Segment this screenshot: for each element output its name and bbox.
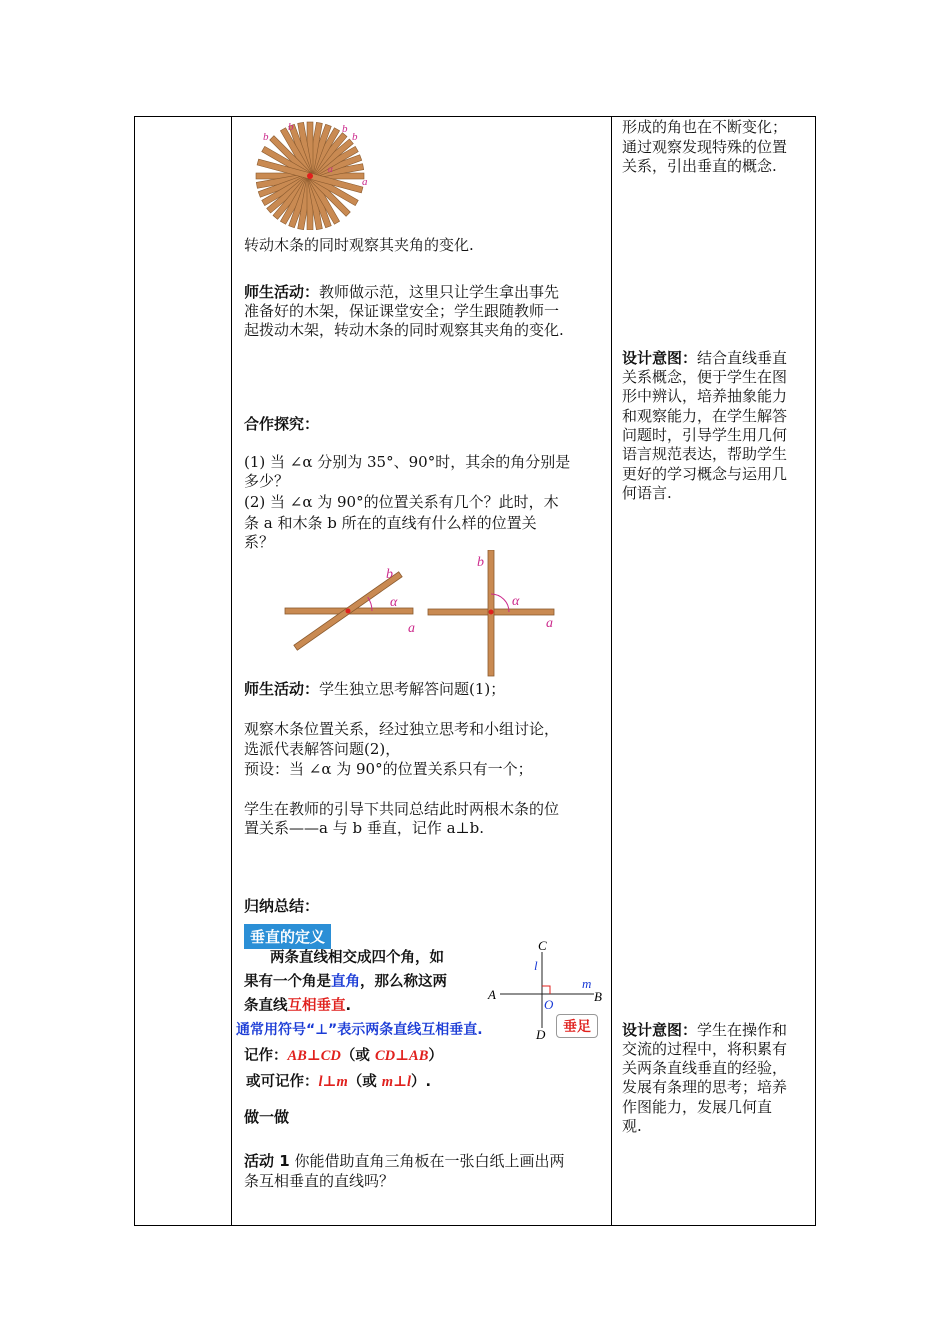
design2-line4: 发展有条理的思考；培养 [622, 1078, 788, 1096]
def-mutually-perpendicular: 互相垂直 [287, 998, 346, 1014]
design2-line6: 观. [622, 1117, 642, 1135]
design1-line7: 更好的学习概念与运用几 [622, 465, 788, 483]
alt-notation-l-m: l⊥m [318, 1074, 348, 1090]
label-alpha-perp: α [512, 594, 520, 609]
design1-line8: 何语言. [622, 484, 672, 502]
alt-notation-close: ）. [411, 1074, 432, 1090]
label-a-perp: a [546, 616, 553, 631]
definition-line2 [244, 972, 447, 992]
question2-line3: 系？ [244, 533, 275, 551]
caption-rotate: 转动木条的同时观察其夹角的变化. [244, 236, 474, 254]
definition-symbol: 通常用符号“⊥”表示两条直线互相垂直. [236, 1022, 483, 1038]
def-text-l3a: 条直线 [244, 998, 288, 1014]
fig-label-b2: b [288, 121, 294, 133]
alt-notation-or: （或 [347, 1074, 382, 1090]
design2-line5: 作图能力，发展几何直 [622, 1098, 773, 1116]
activity1-line2: 准备好的木架，保证课堂安全；学生跟随教师一 [244, 302, 560, 320]
activity1-line3: 起拨动木架，转动木条的同时观察其夹角的变化. [244, 321, 564, 339]
notation-close: ） [428, 1048, 443, 1064]
design1-line2: 关系概念，便于学生在图 [622, 368, 788, 386]
activity-one-line1 [244, 1152, 564, 1171]
label-A: A [488, 987, 496, 1002]
label-alpha-oblique: α [390, 595, 398, 610]
activity-one-line2: 条互相垂直的直线吗？ [244, 1172, 395, 1190]
design2-line3: 关两条直线垂直的经验， [622, 1059, 788, 1077]
pivot-point [307, 173, 313, 179]
explore-label: 合作探究： [244, 415, 320, 433]
label-b-perp: b [477, 555, 484, 570]
design1-line4: 和观察能力，在学生解答 [622, 407, 788, 425]
design1-line1 [622, 349, 808, 369]
observe-line2: 选派代表解答问题(2)， [244, 740, 401, 758]
summary-line1: 学生在教师的引导下共同总结此时两根木条的位 [244, 800, 560, 818]
preset-line: 预设：当 ∠α 为 90°的位置关系只有一个； [244, 760, 533, 778]
label-B: B [594, 989, 602, 1004]
design2-line2: 交流的过程中，将积累有 [622, 1040, 788, 1058]
label-a-oblique: a [408, 621, 415, 636]
design2-text1: 学生在操作和 [697, 1021, 788, 1039]
fig-label-a: a [362, 176, 368, 188]
activity-one-label: 活动 1 [244, 1152, 290, 1170]
label-m: m [582, 976, 592, 991]
fig-label-b1: b [263, 131, 269, 143]
conclude-label: 归纳总结： [244, 897, 320, 915]
design2-line1 [622, 1021, 808, 1041]
observe-line1: 观察木条位置关系，经过独立思考和小组讨论， [244, 720, 560, 738]
fig-label-alpha: α [328, 164, 333, 174]
activity1-line1 [244, 283, 559, 302]
label-C: C [538, 938, 547, 953]
do-it-label: 做一做 [244, 1108, 290, 1126]
design1-line6: 语言规范表达，帮助学生 [622, 445, 788, 463]
def-text-l3c: . [345, 998, 352, 1014]
design1-line5: 问题时，引导学生用几何 [622, 426, 788, 444]
activity2-label: 师生活动： [244, 680, 320, 698]
alt-notation-label: 或可记作： [246, 1074, 319, 1090]
notation-line [244, 1046, 443, 1066]
alt-notation-line [246, 1072, 431, 1092]
column-divider-1 [231, 117, 232, 1225]
def-text-a: 果有一个角是 [244, 974, 331, 990]
notation-label: 记作： [244, 1048, 288, 1064]
fig-label-b4: b [352, 131, 358, 143]
right-top-line1: 形成的角也在不断变化； [622, 118, 788, 136]
design1-line3: 形中辨认，培养抽象能力 [622, 387, 788, 405]
design2-label: 设计意图： [622, 1021, 698, 1039]
right-top-line2: 通过观察发现特殊的位置 [622, 138, 788, 156]
activity1-text-1: 教师做示范，这里只让学生拿出事先 [319, 283, 560, 301]
question1-line1: (1) 当 ∠α 分别为 35°、90°时，其余的角分别是 [244, 453, 571, 471]
activity2-line [244, 680, 505, 699]
question2-line2: 条 a 和木条 b 所在的直线有什么样的位置关 [244, 514, 537, 532]
alt-notation-m-l: m⊥l [381, 1074, 412, 1090]
definition-tag: 垂直的定义 [244, 924, 331, 949]
label-l: l [534, 958, 538, 973]
activity2-text: 学生独立思考解答问题(1)； [319, 680, 506, 698]
activity1-label: 师生活动： [244, 283, 320, 301]
definition-line1: 两条直线相交成四个角，如 [270, 950, 444, 966]
oblique-sticks [285, 572, 413, 650]
column-divider-2 [611, 117, 612, 1225]
activity-one-text1: 你能借助直角三角板在一张白纸上画出两 [294, 1152, 565, 1170]
design1-label: 设计意图： [622, 349, 698, 367]
label-b-oblique: b [386, 567, 393, 582]
right-top-line3: 关系，引出垂直的概念. [622, 157, 777, 175]
fig-label-b3: b [342, 123, 348, 135]
def-right-angle: 直角 [331, 974, 360, 990]
question1-line2: 多少？ [244, 472, 290, 490]
summary-line2: 置关系——a 与 b 垂直，记作 a⊥b. [244, 819, 485, 837]
def-text-c: ，那么称这两 [360, 974, 447, 990]
label-D: D [536, 1027, 546, 1042]
perpendicular-sticks [428, 550, 554, 676]
notation-ab-cd: AB⊥CD [287, 1048, 341, 1064]
label-O: O [544, 997, 554, 1012]
design1-text1: 结合直线垂直 [697, 349, 788, 367]
angle-sticks-figure [280, 550, 570, 680]
rotating-sticks-figure [250, 118, 380, 230]
notation-or: （或 [340, 1048, 375, 1064]
question2-line1: (2) 当 ∠α 为 90°的位置关系有几个？此时，木 [244, 493, 559, 511]
foot-of-perpendicular-tag: 垂足 [556, 1014, 598, 1038]
notation-cd-ab: CD⊥AB [374, 1048, 429, 1064]
definition-line3 [244, 996, 351, 1016]
